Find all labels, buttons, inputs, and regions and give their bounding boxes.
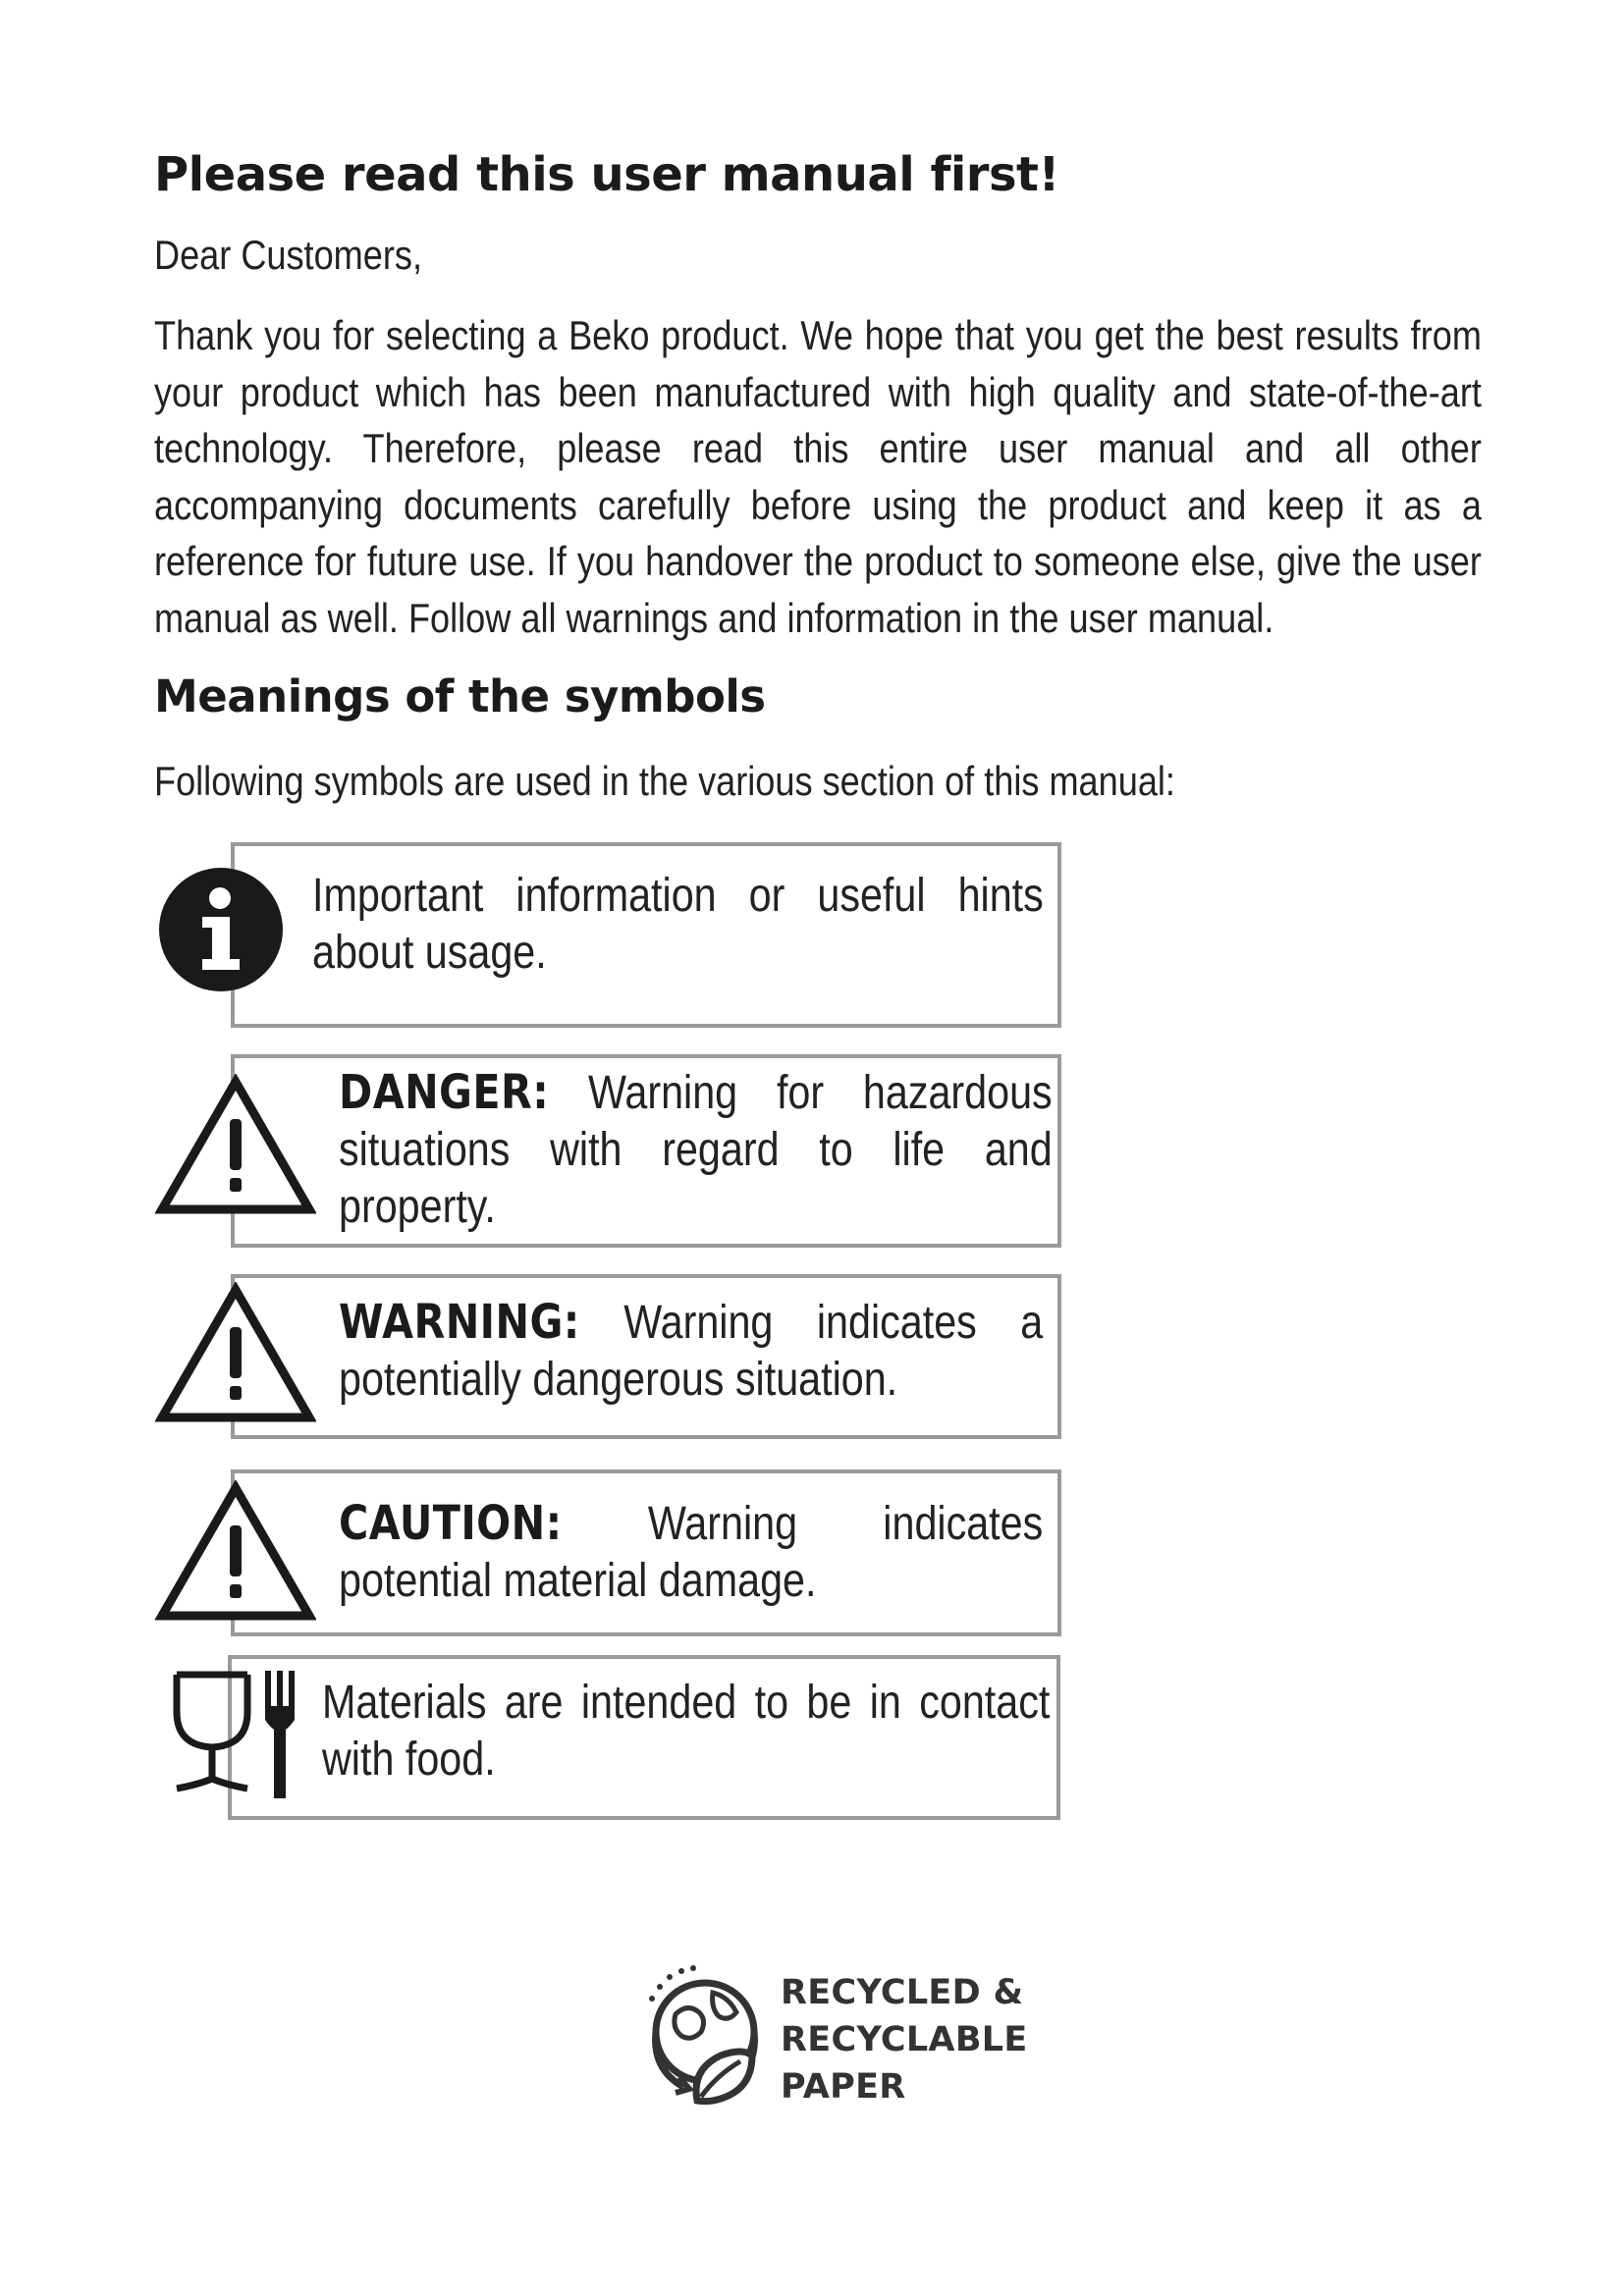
intro-paragraph: Thank you for selecting a Beko product. We hope that you get the best results from your product which has been manufactured with high quality and state-of-the-art technology. Therefore, please read this entire user manual and all other accompanying documents carefully before using the product and keep it as a reference for future use. If you handover the product to someone else, give the user manual as well. Follow all warnings and information in the user manual. (154, 312, 1482, 641)
recycled-paper-label (781, 1969, 1028, 2110)
warning-triangle-icon (155, 1074, 316, 1217)
symbol-text-info (312, 867, 1044, 982)
recycled-paper-line: RECYCLABLE (781, 2020, 1028, 2059)
symbol-keyword: WARNING: (339, 1295, 580, 1350)
info-icon (157, 866, 285, 993)
symbol-description: Materials are intended to be in contact with food. (322, 1677, 1051, 1786)
symbol-description: Warning for hazardous situations with regard to life and property. (339, 1067, 1053, 1233)
symbol-text-danger (339, 1064, 1053, 1236)
warning-triangle-icon (155, 1480, 316, 1624)
symbol-text-warning (339, 1294, 1043, 1409)
symbol-description: Warning indicates potential material damage. (339, 1498, 1044, 1607)
symbol-text-caution (339, 1495, 1043, 1610)
symbol-description: Warning indicates a potentially dangerous situation. (339, 1297, 1044, 1406)
page-title: Please read this user manual first! (154, 147, 1059, 202)
symbol-description: Important information or useful hints about usage. (312, 870, 1044, 979)
symbols-lead: Following symbols are used in the various section of this manual: (154, 758, 1175, 804)
symbol-keyword: DANGER: (339, 1065, 550, 1120)
symbols-heading: Meanings of the symbols (154, 670, 766, 722)
recycled-paper-icon (626, 1953, 784, 2120)
symbol-keyword: CAUTION: (339, 1496, 563, 1551)
warning-triangle-icon (155, 1282, 316, 1425)
recycled-paper-line: RECYCLED & (781, 1973, 1024, 2012)
symbol-text-food-contact (322, 1674, 1050, 1789)
food-contact-icon (169, 1669, 306, 1802)
recycled-paper-line: PAPER (781, 2067, 906, 2107)
greeting: Dear Customers, (154, 232, 422, 278)
